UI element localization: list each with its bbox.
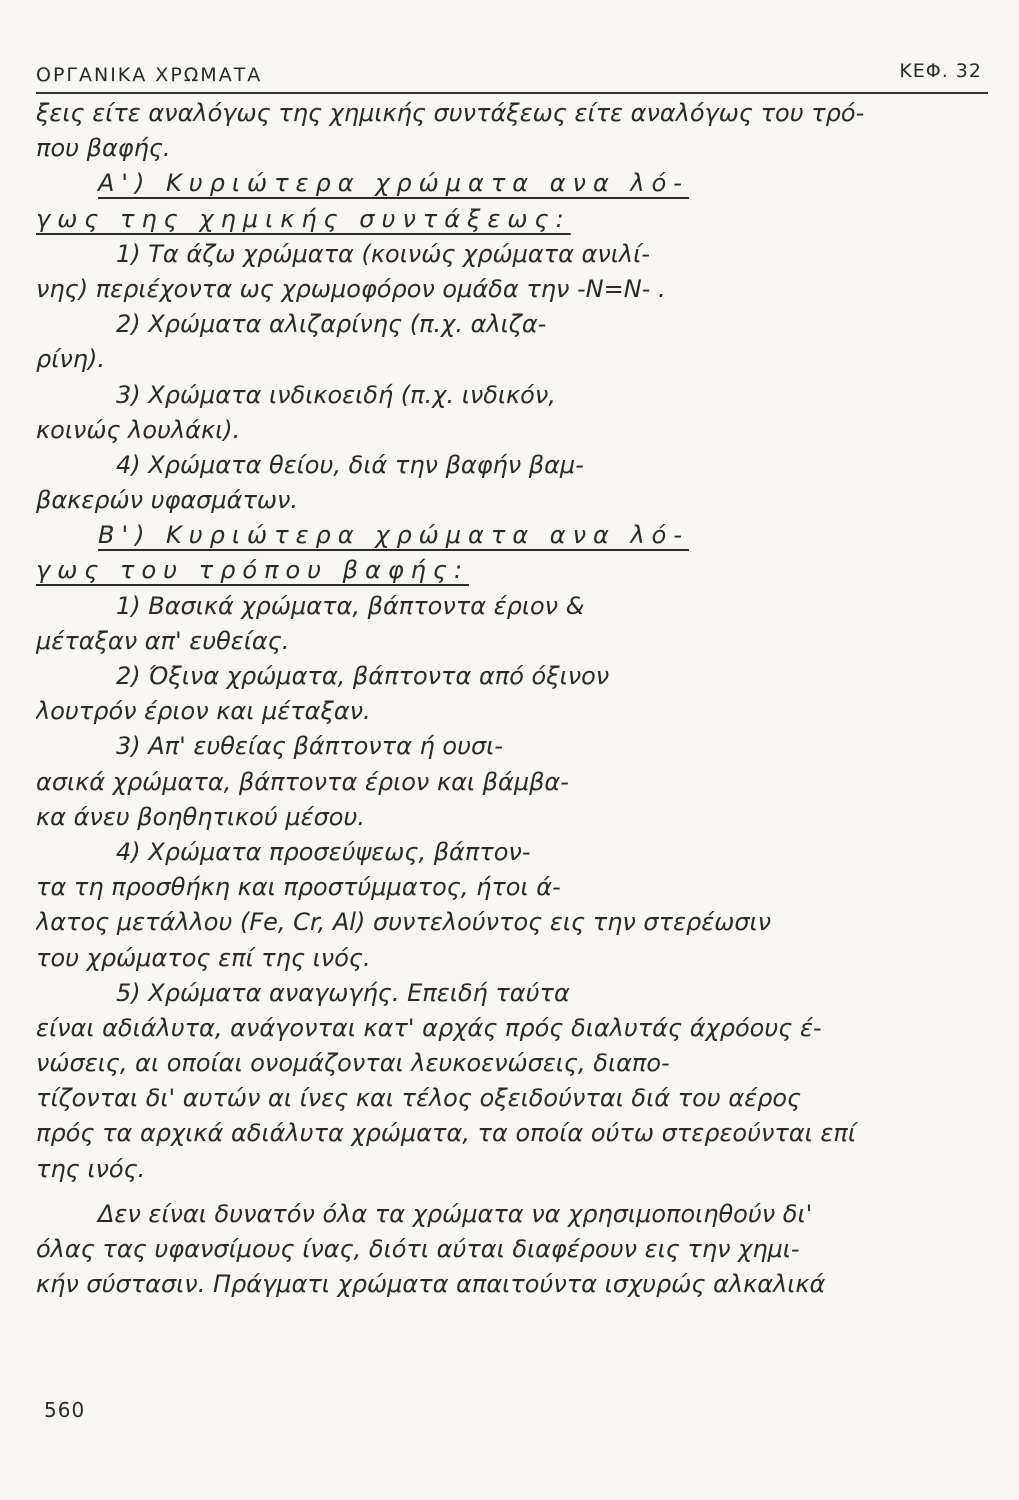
list-item: 4) Χρώματα προσεύψεως, βάπτον- <box>116 837 531 866</box>
section-heading-a-cont: γως της χημικής συντάξεως: <box>36 204 571 233</box>
list-item: 2) Όξινα χρώματα, βάπτοντα από όξινον <box>116 662 610 690</box>
text-line: της ινός. <box>36 1154 146 1183</box>
text-line: κα άνευ βοηθητικού μέσου. <box>36 802 365 831</box>
text-line: βακερών υφασμάτων. <box>36 486 299 515</box>
text-line: κήν σύστασιν. Πράγματι χρώματα απαιτούντα ισχυρώς αλκαλικά <box>36 1270 826 1299</box>
section-heading-b: Β') Κυριώτερα χρώματα ανα λό- <box>98 521 689 550</box>
text-line: που βαφής. <box>36 134 171 163</box>
list-item: 3) Απ' ευθείας βάπτοντα ή ουσι- <box>116 732 503 761</box>
text-line: λουτρόν έριον και μέταξαν. <box>36 697 371 726</box>
text-line: μέταξαν απ' ευθείας. <box>36 626 290 655</box>
chapter-number: ΚΕΦ. 32 <box>899 60 982 82</box>
text-line: κοινώς λουλάκι). <box>36 415 241 444</box>
list-item: 3) Χρώματα ινδικοειδή (π.χ. ινδικόν, <box>116 380 556 409</box>
text-line: νώσεις, αι οποίαι ονομάζονται λευκοενώσεις, διαπο- <box>36 1049 670 1078</box>
text-line: ρίνη). <box>36 345 105 374</box>
chapter-title: ΟΡΓΑΝΙΚΑ ΧΡΩΜΑΤΑ <box>36 64 263 86</box>
text-line: λατος μετάλλου (Fe, Cr, Al) συντελούντος εις την στερέωσιν <box>36 908 772 937</box>
list-item: 5) Χρώματα αναγωγής. Επειδή ταύτα <box>116 978 570 1007</box>
text-line: του χρώματος επί της ινός. <box>36 943 371 972</box>
page-header <box>36 58 988 94</box>
section-heading-b-cont: γως του τρόπου βαφής: <box>36 556 470 585</box>
list-item: 4) Χρώματα θείου, διά την βαφήν βαμ- <box>116 450 584 479</box>
text-line: ασικά χρώματα, βάπτοντα έριον και βάμβα- <box>36 767 569 796</box>
page-number: 560 <box>44 1398 86 1422</box>
text-line: πρός τα αρχικά αδιάλυτα χρώματα, τα οποία ούτω στερεούνται επί <box>36 1119 856 1148</box>
section-heading-a: Α') Κυριώτερα χρώματα ανα λό- <box>98 169 689 198</box>
list-item: 1) Τα άζω χρώματα (κοινώς χρώματα ανιλί- <box>116 239 650 268</box>
body-text <box>36 96 988 1302</box>
text-line: όλας τας υφανσίμους ίνας, διότι αύται διαφέρουν εις την χημι- <box>36 1235 800 1263</box>
text-line: νης) περιέχοντα ως χρωμοφόρον ομάδα την -N=N- . <box>36 274 666 303</box>
paragraph-start: Δεν είναι δυνατόν όλα τα χρώματα να χρησιμοποιηθούν δι' <box>98 1199 813 1228</box>
list-item: 1) Βασικά χρώματα, βάπτοντα έριον & <box>116 591 585 620</box>
text-line: τίζονται δι' αυτών αι ίνες και τέλος οξειδούνται διά του αέρος <box>36 1084 802 1113</box>
text-line: ξεις είτε αναλόγως της χημικής συντάξεως είτε αναλόγως του τρό- <box>36 99 865 127</box>
text-line: τα τη προσθήκη και προστύμματος, ήτοι ά- <box>36 873 561 902</box>
text-line: είναι αδιάλυτα, ανάγονται κατ' αρχάς πρός διαλυτάς άχρόους έ- <box>36 1013 822 1042</box>
list-item: 2) Χρώματα αλιζαρίνης (π.χ. αλιζα- <box>116 310 547 339</box>
